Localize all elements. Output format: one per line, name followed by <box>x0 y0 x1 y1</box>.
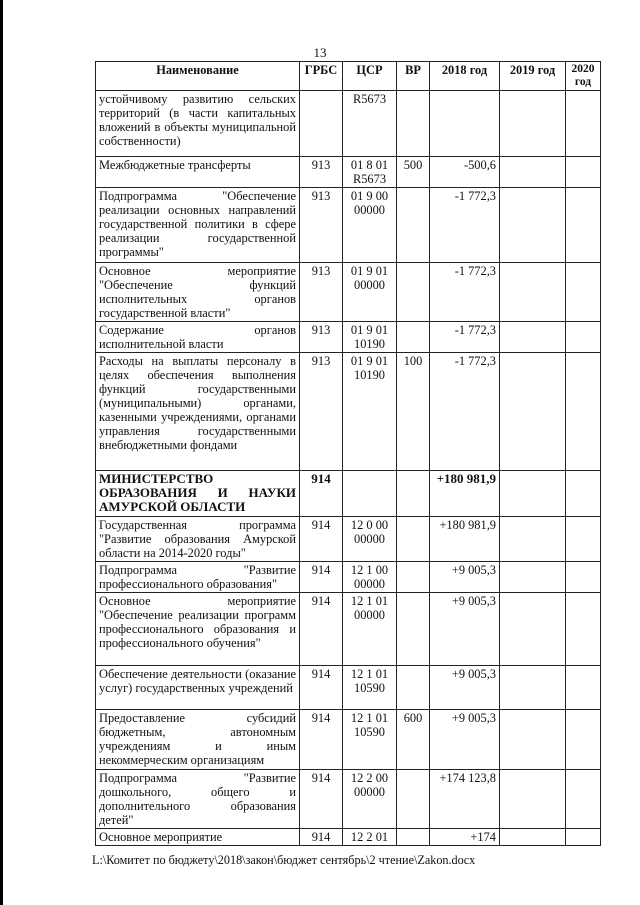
cell-2019 <box>500 593 566 666</box>
cell-vr <box>397 322 430 353</box>
cell-name: Предоставление субсидий бюджетным, автономным учреждениям и иным некоммерческим организациям <box>96 710 300 770</box>
cell-2018: +9 005,3 <box>430 593 500 666</box>
cell-2019 <box>500 666 566 710</box>
table-row <box>96 562 601 593</box>
cell-2018: -500,6 <box>430 157 500 188</box>
cell-csr: R5673 <box>343 91 397 157</box>
cell-grbs: 913 <box>300 188 343 263</box>
cell-csr: 01 9 01 10190 <box>343 322 397 353</box>
cell-grbs: 914 <box>300 666 343 710</box>
cell-2019 <box>500 263 566 322</box>
cell-csr: 12 1 01 10590 <box>343 666 397 710</box>
cell-2018: +9 005,3 <box>430 710 500 770</box>
cell-2018: +9 005,3 <box>430 562 500 593</box>
table-row <box>96 666 601 710</box>
cell-2018: -1 772,3 <box>430 322 500 353</box>
cell-name: Обеспечение деятельности (оказание услуг) государственных учреждений <box>96 666 300 710</box>
cell-2019 <box>500 517 566 562</box>
cell-vr: 500 <box>397 157 430 188</box>
cell-vr <box>397 666 430 710</box>
table-row <box>96 517 601 562</box>
cell-2020 <box>566 517 601 562</box>
cell-vr <box>397 593 430 666</box>
cell-name: Межбюджетные трансферты <box>96 157 300 188</box>
cell-csr: 12 0 00 00000 <box>343 517 397 562</box>
header-csr: ЦСР <box>343 62 397 91</box>
cell-2020 <box>566 188 601 263</box>
cell-name: Основное мероприятие "Обеспечение функций исполнительных органов государственной власти" <box>96 263 300 322</box>
cell-name: устойчивому развитию сельских территорий (в части капитальных вложений в объекты муниципальной собственности) <box>96 91 300 157</box>
cell-2019 <box>500 91 566 157</box>
cell-2019 <box>500 188 566 263</box>
cell-2019 <box>500 829 566 846</box>
cell-grbs: 914 <box>300 710 343 770</box>
cell-2018: +174 <box>430 829 500 846</box>
scan-edge <box>0 0 3 905</box>
header-name: Наименование <box>96 62 300 91</box>
cell-2018: +174 123,8 <box>430 770 500 829</box>
cell-2020 <box>566 593 601 666</box>
cell-2019 <box>500 353 566 471</box>
cell-vr <box>397 517 430 562</box>
cell-2020 <box>566 91 601 157</box>
cell-csr: 12 2 01 <box>343 829 397 846</box>
cell-2019 <box>500 471 566 517</box>
cell-vr <box>397 188 430 263</box>
cell-vr <box>397 562 430 593</box>
cell-name: Государственная программа "Развитие образования Амурской области на 2014-2020 годы" <box>96 517 300 562</box>
cell-name: Основное мероприятие "Обеспечение реализации программ профессионального образования и профессионального обучения" <box>96 593 300 666</box>
cell-name: Подпрограмма "Развитие дошкольного, общего и дополнительного образования детей" <box>96 770 300 829</box>
cell-2018: +180 981,9 <box>430 517 500 562</box>
table-row <box>96 157 601 188</box>
cell-vr <box>397 471 430 517</box>
cell-2020 <box>566 157 601 188</box>
cell-2019 <box>500 157 566 188</box>
cell-2018: +9 005,3 <box>430 666 500 710</box>
header-2019: 2019 год <box>500 62 566 91</box>
cell-2020 <box>566 263 601 322</box>
cell-2020 <box>566 666 601 710</box>
cell-csr: 01 9 01 00000 <box>343 263 397 322</box>
cell-2019 <box>500 562 566 593</box>
cell-name: Подпрограмма "Обеспечение реализации основных направлений государственной политики в сфере реализации государственной программы" <box>96 188 300 263</box>
cell-vr <box>397 91 430 157</box>
cell-2019 <box>500 710 566 770</box>
table-row <box>96 829 601 846</box>
cell-2020 <box>566 829 601 846</box>
header-grbs: ГРБС <box>300 62 343 91</box>
cell-csr: 12 2 00 00000 <box>343 770 397 829</box>
cell-csr: 12 1 01 00000 <box>343 593 397 666</box>
cell-grbs <box>300 91 343 157</box>
cell-vr <box>397 263 430 322</box>
cell-csr <box>343 471 397 517</box>
table-row <box>96 353 601 471</box>
page-number: 13 <box>313 45 327 60</box>
cell-csr: 01 9 01 10190 <box>343 353 397 471</box>
cell-grbs: 914 <box>300 770 343 829</box>
header-2018: 2018 год <box>430 62 500 91</box>
cell-2019 <box>500 770 566 829</box>
cell-grbs: 913 <box>300 263 343 322</box>
cell-csr: 12 1 01 10590 <box>343 710 397 770</box>
cell-grbs: 914 <box>300 829 343 846</box>
header-vr: ВР <box>397 62 430 91</box>
cell-name: Подпрограмма "Развитие профессионального образования" <box>96 562 300 593</box>
cell-2020 <box>566 471 601 517</box>
cell-vr: 600 <box>397 710 430 770</box>
cell-grbs: 914 <box>300 517 343 562</box>
table-row <box>96 322 601 353</box>
table-row <box>96 263 601 322</box>
budget-table <box>95 61 601 846</box>
cell-name: Расходы на выплаты персоналу в целях обеспечения выполнения функций государственными (муниципальными) органами, казенными учреждениями, органами управления государственными внебюджетными фондами <box>96 353 300 471</box>
table-row <box>96 91 601 157</box>
cell-2020 <box>566 710 601 770</box>
table-header-row <box>96 62 601 91</box>
table-row <box>96 770 601 829</box>
cell-csr: 01 8 01 R5673 <box>343 157 397 188</box>
table-row <box>96 188 601 263</box>
cell-grbs: 913 <box>300 322 343 353</box>
cell-2018: -1 772,3 <box>430 263 500 322</box>
cell-2019 <box>500 322 566 353</box>
cell-name: Основное мероприятие <box>96 829 300 846</box>
table-row <box>96 471 601 517</box>
cell-grbs: 913 <box>300 157 343 188</box>
cell-csr: 12 1 00 00000 <box>343 562 397 593</box>
header-2020: 2020 год <box>566 62 601 91</box>
cell-grbs: 914 <box>300 562 343 593</box>
cell-csr: 01 9 00 00000 <box>343 188 397 263</box>
cell-vr <box>397 770 430 829</box>
cell-2018 <box>430 91 500 157</box>
cell-2020 <box>566 353 601 471</box>
cell-2020 <box>566 322 601 353</box>
cell-2018: -1 772,3 <box>430 188 500 263</box>
cell-2020 <box>566 770 601 829</box>
cell-2018: -1 772,3 <box>430 353 500 471</box>
cell-grbs: 914 <box>300 593 343 666</box>
cell-vr <box>397 829 430 846</box>
cell-name: Содержание органов исполнительной власти <box>96 322 300 353</box>
cell-name: МИНИСТЕРСТВО ОБРАЗОВАНИЯ И НАУКИ АМУРСКОЙ ОБЛАСТИ <box>96 471 300 517</box>
cell-grbs: 914 <box>300 471 343 517</box>
cell-grbs: 913 <box>300 353 343 471</box>
table-row <box>96 710 601 770</box>
cell-2018: +180 981,9 <box>430 471 500 517</box>
cell-2020 <box>566 562 601 593</box>
file-path-footer: L:\Комитет по бюджету\2018\закон\бюджет сентябрь\2 чтение\Zakon.docx <box>92 853 476 867</box>
table-row <box>96 593 601 666</box>
cell-vr: 100 <box>397 353 430 471</box>
